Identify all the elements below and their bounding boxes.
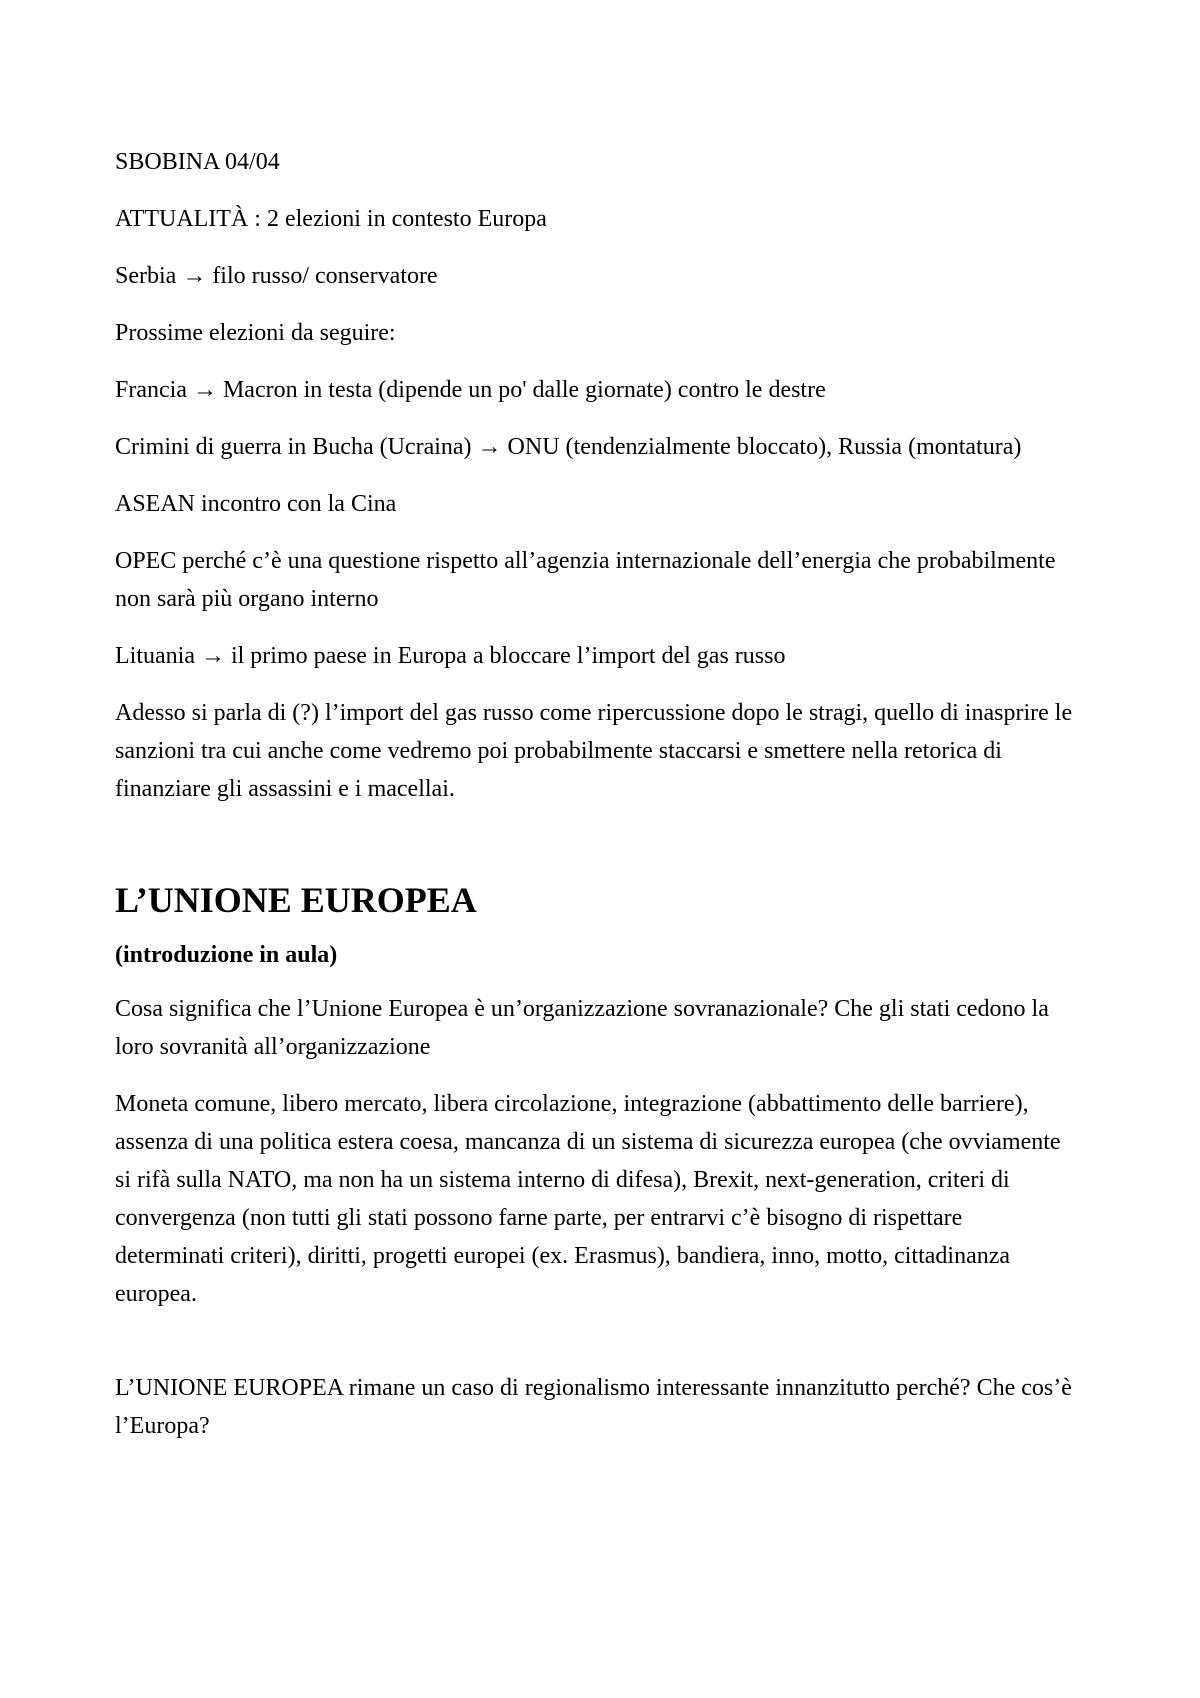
paragraph-caratteristiche: Moneta comune, libero mercato, libera circolazione, integrazione (abbattimento delle barriere), assenza di una politica estera coesa, mancanza di un sistema di sicurezza europea (che ovviamente si rifà sulla NATO, ma non ha un sistema interno di difesa), Brexit, next-generation, criteri di convergenza (non tutti gli stati possono farne parte, per entrarvi c’è bisogno di rispettare determinati criteri), diritti, progetti europei (ex. Erasmus), bandiera, inno, motto, cittadinanza europea. — [115, 1091, 1061, 1307]
paragraph-opec: OPEC perché c’è una questione rispetto all’agenzia internazionale dell’energia che probabilmente non sarà più organo interno — [115, 548, 1056, 612]
section-heading: L’UNIONE EUROPEA — [115, 880, 477, 920]
section-subheading: (introduzione in aula) — [115, 942, 338, 968]
paragraph-sanzioni: Adesso si parla di (?) l’import del gas russo come ripercussione dopo le stragi, quello di inasprire le sanzioni tra cui anche come vedremo poi probabilmente staccarsi e smettere nella retorica di finanziare gli assassini e i macellai. — [115, 700, 1073, 802]
paragraph-attualita: ATTUALITÀ : 2 elezioni in contesto Europa — [115, 206, 547, 232]
document-page — [115, 143, 1075, 1464]
doc-title: SBOBINA 04/04 — [115, 149, 280, 175]
paragraph-sovranazionale: Cosa significa che l’Unione Europea è un’organizzazione sovranazionale? Che gli stati cedono la loro sovranità all’organizzazione — [115, 996, 1049, 1060]
paragraph-asean: ASEAN incontro con la Cina — [115, 491, 397, 517]
paragraph-francia: Francia → Macron in testa (dipende un po' dalle giornate) contro le destre — [115, 377, 826, 403]
paragraph-prossime-elezioni: Prossime elezioni da seguire: — [115, 320, 396, 346]
paragraph-bucha: Crimini di guerra in Bucha (Ucraina) → ONU (tendenzialmente bloccato), Russia (montatura) — [115, 434, 1022, 460]
paragraph-lituania: Lituania → il primo paese in Europa a bloccare l’import del gas russo — [115, 643, 786, 669]
paragraph-serbia: Serbia → filo russo/ conservatore — [115, 263, 438, 289]
paragraph-regionalismo: L’UNIONE EUROPEA rimane un caso di regionalismo interessante innanzitutto perché? Che cos’è l’Europa? — [115, 1375, 1072, 1439]
